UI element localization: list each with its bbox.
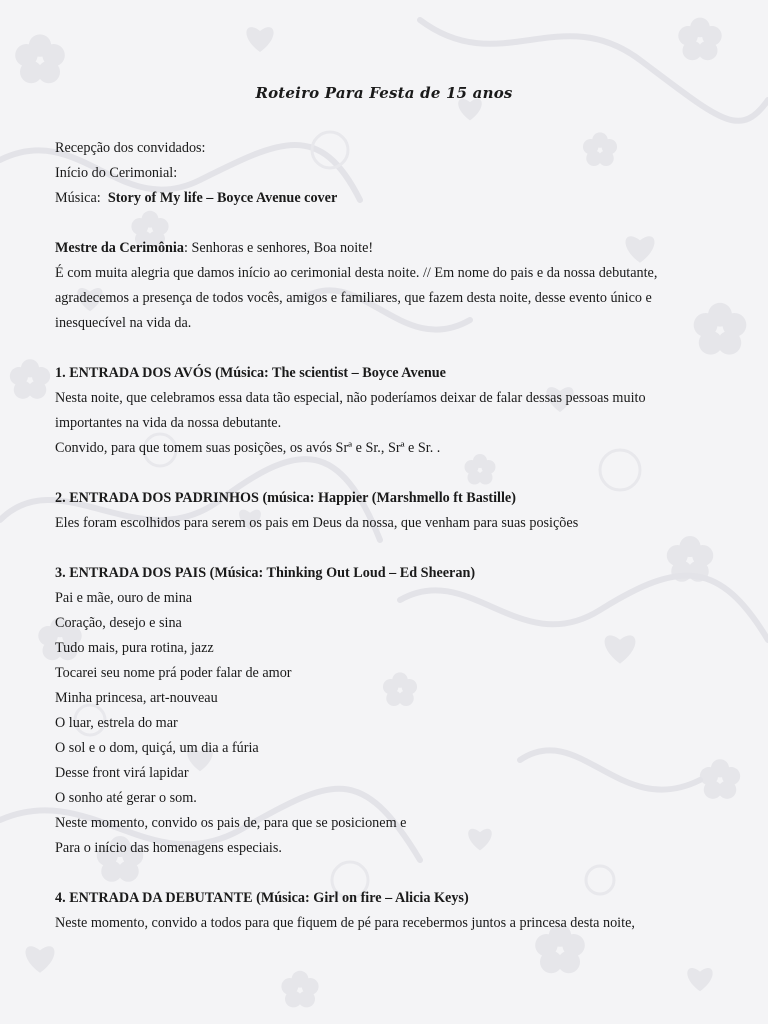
section-text-line: Neste momento, convido os pais de, para que se posicionem e: [55, 815, 407, 831]
poem-line: Tudo mais, pura rotina, jazz: [55, 640, 214, 656]
music-line: [55, 186, 745, 211]
master-greeting: : Senhoras e senhores, Boa noite!: [183, 240, 374, 256]
document-title: Roteiro Para Festa de 15 anos: [255, 84, 513, 102]
music-label: Música:: [55, 190, 101, 206]
section-heading-padrinhos: 2. ENTRADA DOS PADRINHOS (música: Happier (Marshmello ft Bastille): [55, 490, 516, 506]
poem-line: Desse front virá lapidar: [55, 765, 189, 781]
poem-line: O luar, estrela do mar: [55, 715, 178, 731]
poem-line: Minha princesa, art-nouveau: [55, 690, 218, 706]
master-text-line: agradecemos a presença de todos vocês, amigos e familiares, que fazem desta noite, desse evento único e: [55, 290, 652, 306]
section-text-line: Eles foram escolhidos para serem os pais em Deus da nossa, que venham para suas posições: [55, 515, 579, 531]
master-text-line: inesquecível na vida da.: [55, 315, 192, 331]
section-heading-avos: 1. ENTRADA DOS AVÓS (Música: The scientist – Boyce Avenue: [55, 365, 446, 381]
master-greeting-line: [55, 236, 745, 261]
section-text-line: Para o início das homenagens especiais.: [55, 840, 282, 856]
document-body: [55, 136, 745, 936]
reception-line: Recepção dos convidados:: [55, 140, 206, 156]
master-label: Mestre da Cerimônia: [55, 240, 184, 256]
poem-line: Tocarei seu nome prá poder falar de amor: [55, 665, 292, 681]
poem-line: O sonho até gerar o som.: [55, 790, 197, 806]
section-text-line: Neste momento, convido a todos para que fiquem de pé para recebermos juntos a princesa desta noite,: [55, 915, 635, 931]
ceremonial-start-line: Início do Cerimonial:: [55, 165, 178, 181]
section-text-line: Convido, para que tomem suas posições, os avós Srª e Sr., Srª e Sr. .: [55, 440, 441, 456]
section-heading-debutante: 4. ENTRADA DA DEBUTANTE (Música: Girl on fire – Alicia Keys): [55, 890, 469, 906]
section-text-line: importantes na vida da nossa debutante.: [55, 415, 282, 431]
poem-line: Pai e mãe, ouro de mina: [55, 590, 193, 606]
poem-line: Coração, desejo e sina: [55, 615, 182, 631]
section-text-line: Nesta noite, que celebramos essa data tão especial, não poderíamos deixar de falar dessas pessoas muito: [55, 390, 646, 406]
music-title: Story of My life – Boyce Avenue cover: [107, 190, 338, 206]
master-text-line: É com muita alegria que damos início ao cerimonial desta noite. // Em nome do pais e da nossa debutante,: [55, 265, 658, 281]
poem-line: O sol e o dom, quiçá, um dia a fúria: [55, 740, 259, 756]
section-heading-pais: 3. ENTRADA DOS PAIS (Música: Thinking Out Loud – Ed Sheeran): [55, 565, 476, 581]
